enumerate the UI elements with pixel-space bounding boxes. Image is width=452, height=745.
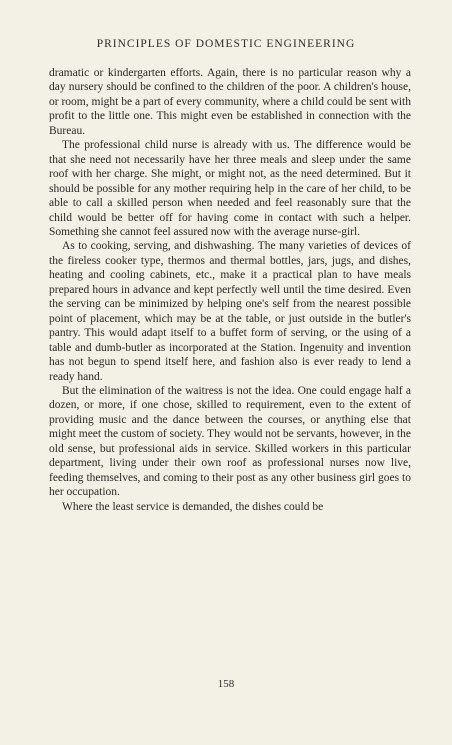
paragraph-continued: dramatic or kindergarten efforts. Again, there is no particular reason why a day nursery should be confined to the children of the poor. A children's house, or room, might be a part of every community, where a child could be sent with profit to the little one. This might even be established in connection with the Bureau.: [49, 67, 411, 137]
paragraph-waitress: But the elimination of the waitress is not the idea. One could engage half a dozen, or more, if one chose, skilled to requirement, even to the extent of providing music and the dance between the courses, or anything else that might meet the custom of society. They would not be servants, however, in the old sense, but professional aids in service. Skilled workers in this particular department, living under their own roof as professional nurses now live, feeding themselves, and coming to their post as any other business girl goes to her occupation.: [49, 384, 411, 499]
page-number: 158: [217, 678, 235, 690]
body-text: [49, 66, 411, 514]
running-head: PRINCIPLES OF DOMESTIC ENGINEERING: [96, 38, 356, 50]
paragraph-cooking-serving: As to cooking, serving, and dishwashing. The many varieties of devices of the fireless cooker type, thermos and thermal bottles, jars, jugs, and dishes, heating and cooling cabinets, etc., make it a practical plan to have meals prepared hours in advance and kept perfectly well until the time desired. Even the serving can be minimized by helping one's self from the nearest possible point of placement, which may be at the table, or just outside in the butler's pantry. This would adapt itself to a buffet form of serving, or the using of a table and dumb-butler as incorporated at the Station. Ingenuity and invention has not begun to spend itself here, and fashion also is ever ready to lend a ready hand.: [49, 240, 411, 383]
paragraph-child-nurse: The professional child nurse is already with us. The difference would be that she need not necessarily have her three meals and sleep under the same roof with her charge. She might, or might not, as the need determined. But it should be possible for any mother requiring help in the care of her child, to be able to call a skilled person when needed and feel reasonably sure that the child would be better off for having come in contact with such a helper. Something she cannot feel assured now with the average nurse-girl.: [49, 139, 411, 238]
paragraph-least-service: Where the least service is demanded, the dishes could be: [62, 500, 324, 513]
